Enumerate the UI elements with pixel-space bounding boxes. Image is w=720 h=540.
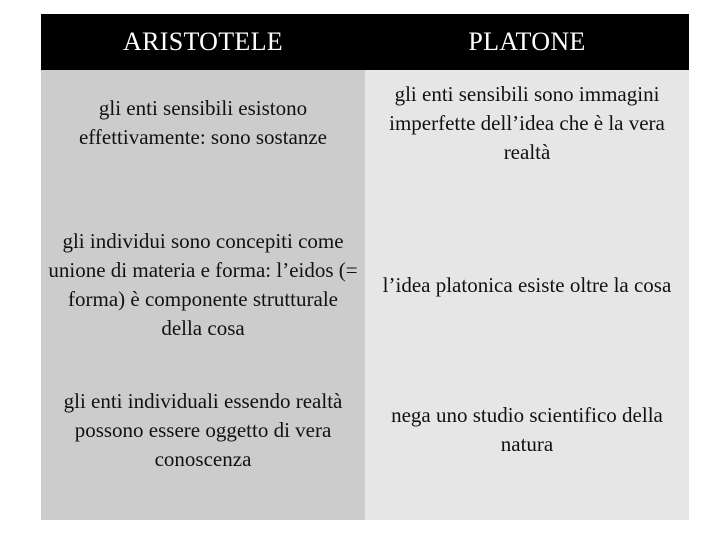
platone-cell-1: gli enti sensibili sono immagini imperfette dell’idea che è la vera realtà [389, 81, 665, 164]
aristotele-cell-3: gli enti individuali essendo realtà possono essere oggetto di vera conoscenza [63, 388, 343, 471]
column-platone [365, 70, 689, 520]
comparison-table [41, 14, 689, 520]
column-aristotele [41, 70, 365, 520]
platone-cell-2: l’idea platonica esiste oltre la cosa [382, 272, 672, 297]
aristotele-cell-2: gli individui sono concepiti come unione di materia e forma: l’eidos (= forma) è componente strutturale della cosa [48, 229, 358, 340]
header-aristotele: ARISTOTELE [123, 27, 283, 56]
platone-cell-3: nega uno studio scientifico della natura [391, 403, 663, 456]
table-header [41, 14, 689, 70]
header-platone: PLATONE [468, 27, 586, 56]
aristotele-cell-1: gli enti sensibili esistono effettivamente: sono sostanze [78, 96, 328, 149]
